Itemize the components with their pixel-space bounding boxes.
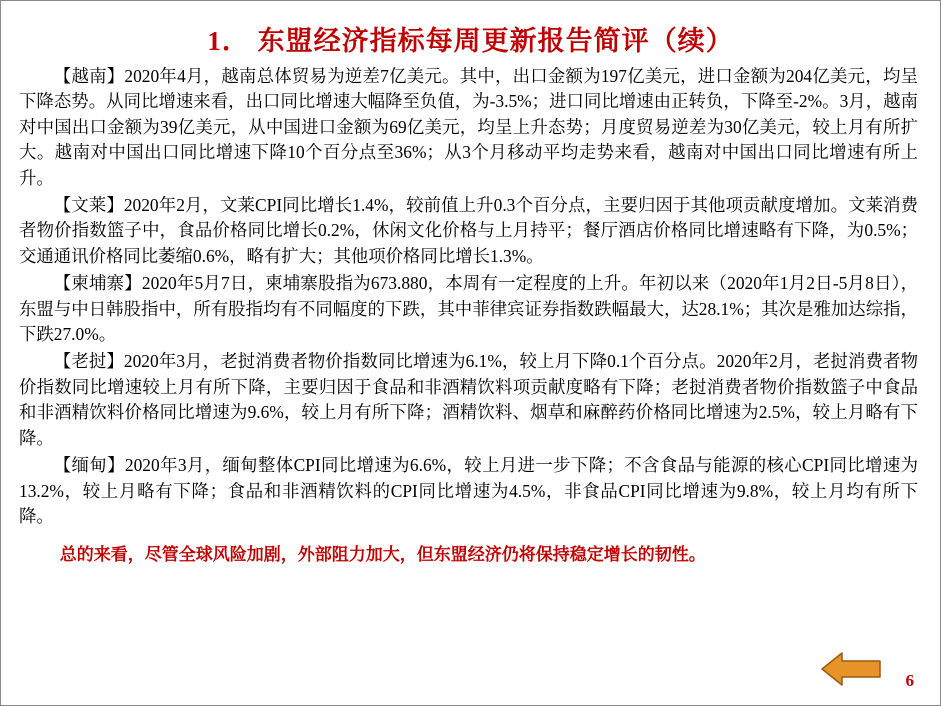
- slide-body: [1, 64, 940, 567]
- page-number: 6: [905, 671, 914, 690]
- paragraph-laos: 【老挝】2020年3月，老挝消费者物价指数同比增速为6.1%，较上月下降0.1个百分点。2020年2月，老挝消费者物价指数同比增速较上月有所下降，主要归因于食品和非酒精饮料项贡献度略有下降；老挝消费者物价指数篮子中食品和非酒精饮料价格同比增速为9.6%，较上月有所下降；酒精饮料、烟草和麻醉药价格同比增速为2.5%，较上月略有下降。: [19, 351, 918, 448]
- back-arrow-button[interactable]: [820, 649, 882, 689]
- page-title: 1． 东盟经济指标每周更新报告简评（续）: [207, 26, 734, 56]
- paragraph-vietnam: 【越南】2020年4月，越南总体贸易为逆差7亿美元。其中，出口金额为197亿美元，进口金额为204亿美元，均呈下降态势。从同比增速来看，出口同比增速大幅降至负值，为-3.5%；进口同比增速由正转负，下降至-2%。3月，越南对中国出口金额为39亿美元，从中国进口金额为69亿美元，均呈上升态势；月度贸易逆差为30亿美元，较上月有所扩大。越南对中国出口同比增速下降10个百分点至36%；从3个月移动平均走势来看，越南对中国出口同比增速有所上升。: [19, 66, 918, 188]
- paragraph-myanmar: 【缅甸】2020年3月，缅甸整体CPI同比增速为6.6%，较上月进一步下降；不含食品与能源的核心CPI同比增速为13.2%，较上月略有下降；食品和非酒精饮料的CPI同比增速为4.5%，非食品CPI同比增速为9.8%，较上月均有所下降。: [19, 455, 918, 526]
- paragraph-cambodia: 【柬埔寨】2020年5月7日，柬埔寨股指为673.880，本周有一定程度的上升。年初以来（2020年1月2日-5月8日），东盟与中日韩股指中，所有股指均有不同幅度的下跌，其中菲律宾证券指数跌幅最大，达28.1%；其次是雅加达综指，下跌27.0%。: [19, 273, 918, 345]
- summary-text: 总的来看，尽管全球风险加剧，外部阻力加大，但东盟经济仍将保持稳定增长的韧性。: [59, 545, 706, 565]
- paragraph-brunei: 【文莱】2020年2月，文莱CPI同比增长1.4%，较前值上升0.3个百分点，主要归因于其他项贡献度增加。文莱消费者物价指数篮子中，食品价格同比增长0.2%，休闲文化价格与上月持平；餐厅酒店价格同比增速略有下降，为0.5%；交通通讯价格同比萎缩0.6%，略有扩大；其他项价格同比增长1.3%。: [19, 195, 918, 266]
- back-arrow-icon[interactable]: [820, 649, 882, 689]
